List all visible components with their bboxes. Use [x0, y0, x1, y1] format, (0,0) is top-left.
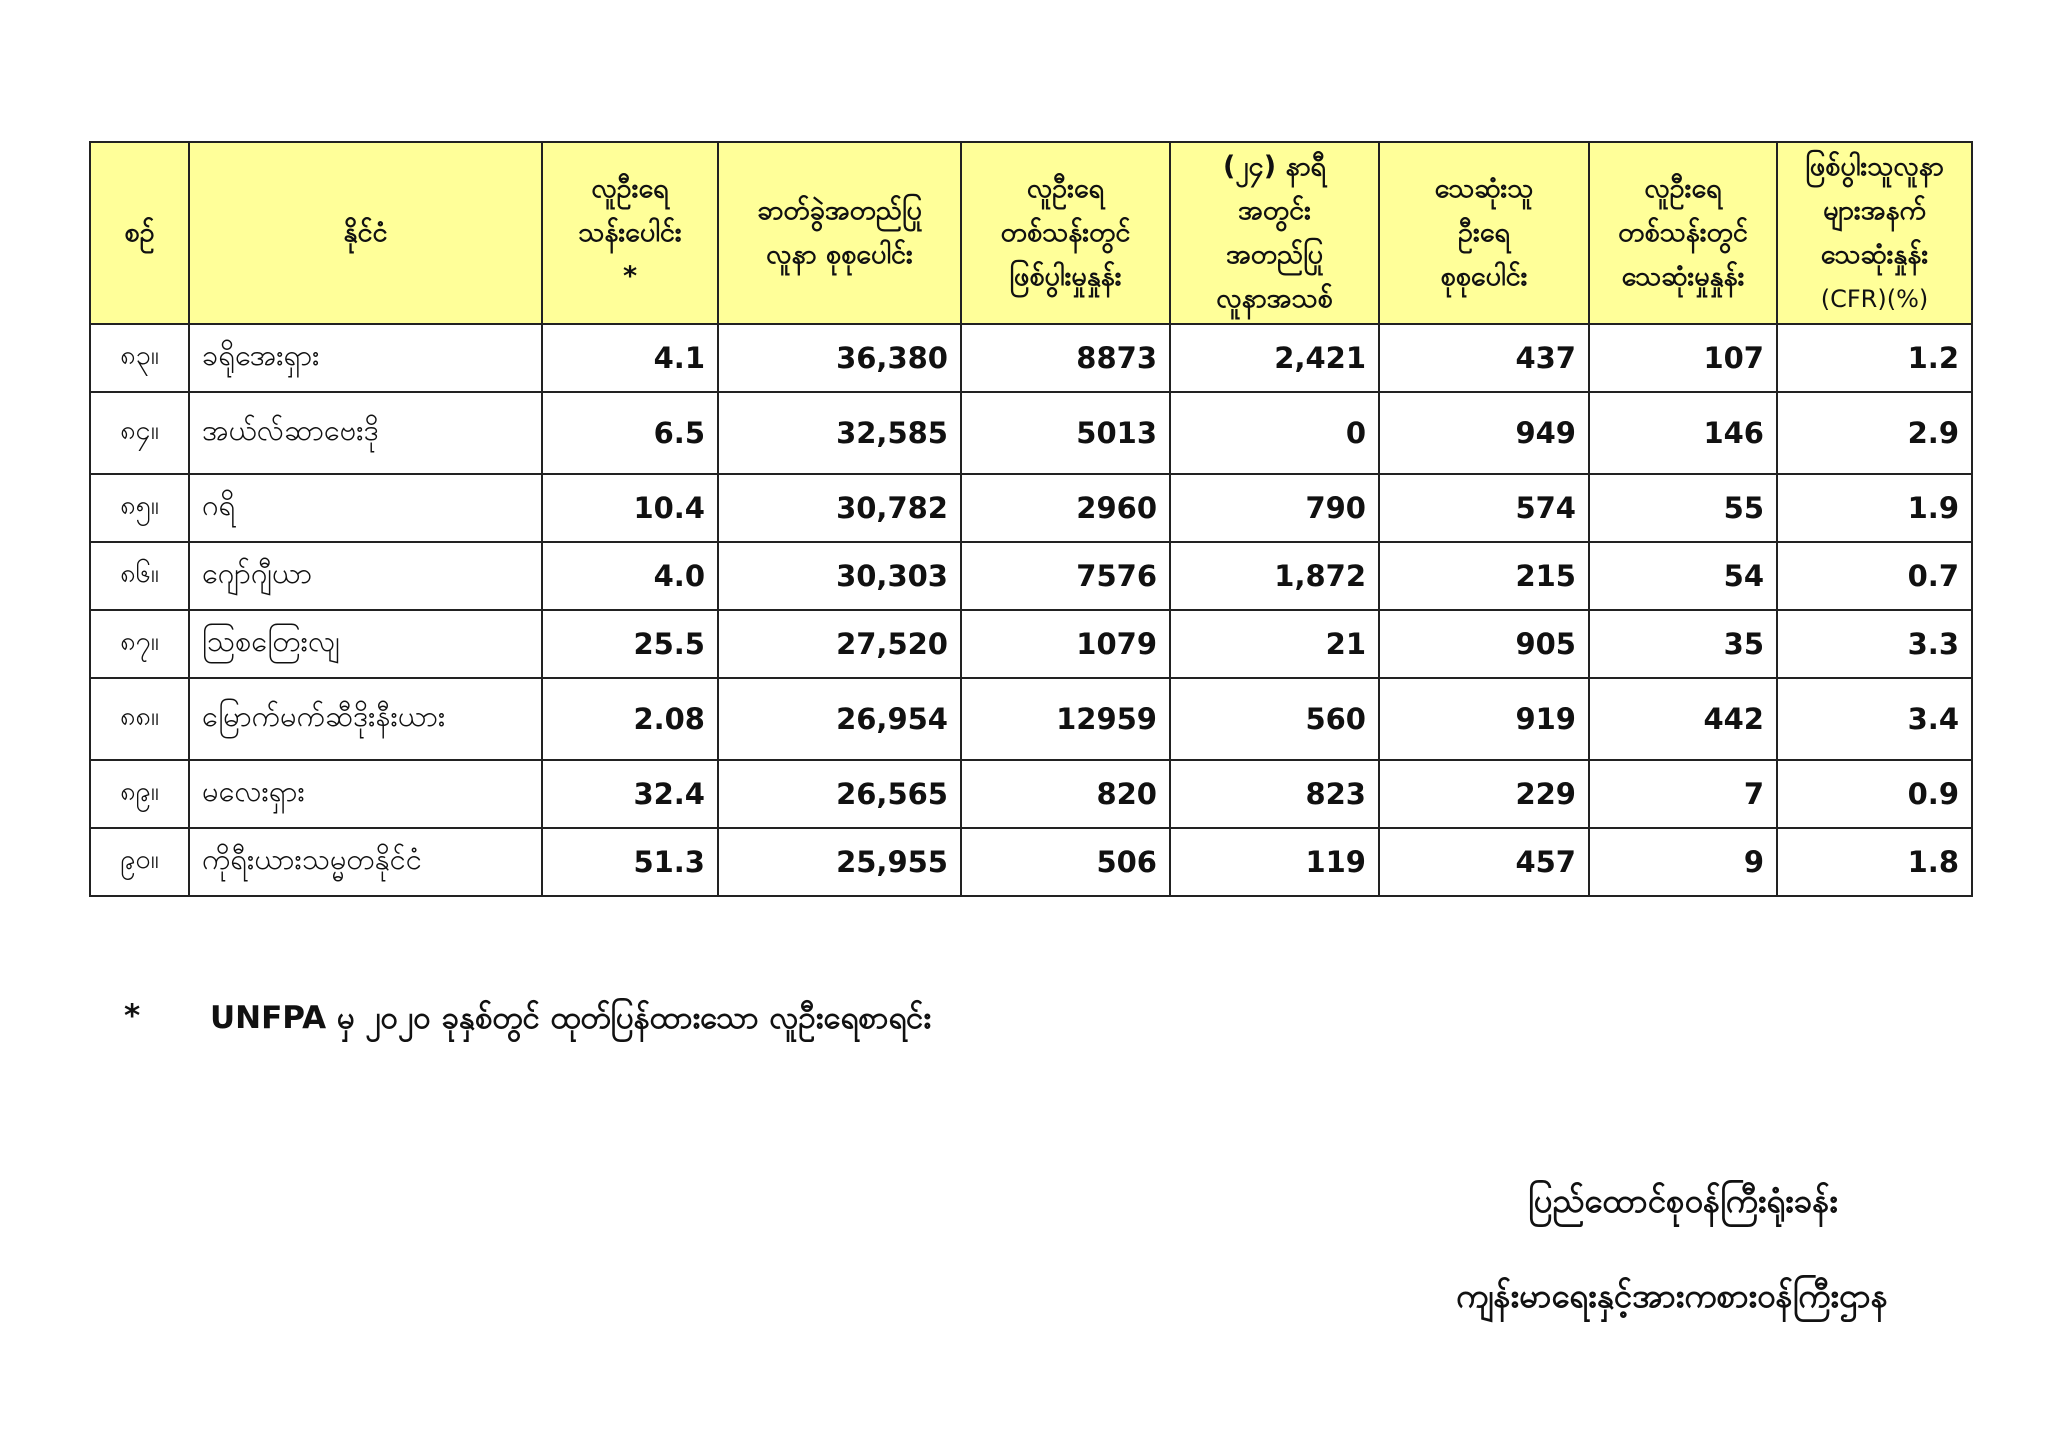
cell-total-cases: 27,520	[718, 610, 961, 678]
covid-country-table	[89, 141, 1973, 897]
table-row	[90, 828, 1972, 896]
cell-sno: ၈၆။	[90, 542, 189, 610]
cell-deaths: 919	[1379, 678, 1589, 760]
cell-country: သြစတြေးလျ	[189, 610, 542, 678]
cell-deaths: 437	[1379, 324, 1589, 392]
table-row	[90, 678, 1972, 760]
cell-new-cases: 560	[1170, 678, 1379, 760]
cell-population: 4.0	[542, 542, 718, 610]
cell-sno: ၉၀။	[90, 828, 189, 896]
cell-deaths: 457	[1379, 828, 1589, 896]
cell-total-cases: 32,585	[718, 392, 961, 474]
cell-total-cases: 30,303	[718, 542, 961, 610]
cell-deaths-per-million: 54	[1589, 542, 1777, 610]
cell-country: ဂျော်ဂျီယာ	[189, 542, 542, 610]
cell-sno: ၈၈။	[90, 678, 189, 760]
cell-cases-per-million: 8873	[961, 324, 1170, 392]
cell-cfr: 1.9	[1777, 474, 1972, 542]
signature-ministry: ကျန်းမာရေးနှင့်အားကစားဝန်ကြီးဌာန	[1456, 1276, 1888, 1315]
cell-new-cases: 119	[1170, 828, 1379, 896]
cell-sno: ၈၇။	[90, 610, 189, 678]
header-deaths: သေဆုံးသူ ဦးရေ စုစုပေါင်း	[1379, 142, 1589, 324]
cell-country: ဂရိ	[189, 474, 542, 542]
cell-population: 32.4	[542, 760, 718, 828]
header-total-cases: ခာတ်ခွဲအတည်ပြု လူနာ စုစုပေါင်း	[718, 142, 961, 324]
cell-new-cases: 823	[1170, 760, 1379, 828]
population-footnote	[124, 998, 931, 1044]
table-row	[90, 760, 1972, 828]
cell-deaths-per-million: 107	[1589, 324, 1777, 392]
cell-new-cases: 2,421	[1170, 324, 1379, 392]
cell-country: မြောက်မက်ဆီဒိုးနီးယား	[189, 678, 542, 760]
cell-population: 6.5	[542, 392, 718, 474]
cell-deaths: 949	[1379, 392, 1589, 474]
cell-cases-per-million: 12959	[961, 678, 1170, 760]
header-new-cases: (၂၄) နာရီ အတွင်း အတည်ပြု လူနာအသစ်	[1170, 142, 1379, 324]
cell-cfr: 3.4	[1777, 678, 1972, 760]
cell-deaths: 574	[1379, 474, 1589, 542]
cell-total-cases: 30,782	[718, 474, 961, 542]
cell-cfr: 2.9	[1777, 392, 1972, 474]
cell-cfr: 1.2	[1777, 324, 1972, 392]
cell-new-cases: 1,872	[1170, 542, 1379, 610]
cell-population: 10.4	[542, 474, 718, 542]
cell-country: ခရိုအေးရှား	[189, 324, 542, 392]
cell-cases-per-million: 5013	[961, 392, 1170, 474]
header-sno: စဉ်	[90, 142, 189, 324]
cell-sno: ၈၃။	[90, 324, 189, 392]
cell-sno: ၈၄။	[90, 392, 189, 474]
cell-total-cases: 26,954	[718, 678, 961, 760]
cell-deaths-per-million: 55	[1589, 474, 1777, 542]
cell-deaths: 905	[1379, 610, 1589, 678]
table-header-row	[90, 142, 1972, 324]
table-row	[90, 610, 1972, 678]
cell-sno: ၈၉။	[90, 760, 189, 828]
cell-new-cases: 790	[1170, 474, 1379, 542]
cell-sno: ၈၅။	[90, 474, 189, 542]
table-row	[90, 474, 1972, 542]
header-cfr: ဖြစ်ပွါးသူလူနာ များအနက် သေဆုံးနှုန်း (CFR)(%)	[1777, 142, 1972, 324]
cell-total-cases: 36,380	[718, 324, 961, 392]
footnote-text: UNFPA မှ ၂၀၂၀ ခုနှစ်တွင် ထုတ်ပြန်ထားသော လူဦးရေစာရင်း	[210, 1000, 932, 1036]
cell-total-cases: 26,565	[718, 760, 961, 828]
header-cases-per-million: လူဦးရေ တစ်သန်းတွင် ဖြစ်ပွါးမှုနှုန်း	[961, 142, 1170, 324]
cell-population: 25.5	[542, 610, 718, 678]
cell-country: ကိုရီးယားသမ္မတနိုင်ငံ	[189, 828, 542, 896]
cell-population: 4.1	[542, 324, 718, 392]
cell-cases-per-million: 7576	[961, 542, 1170, 610]
header-deaths-per-million: လူဦးရေ တစ်သန်းတွင် သေဆုံးမှုနှုန်း	[1589, 142, 1777, 324]
cell-deaths-per-million: 146	[1589, 392, 1777, 474]
table-row	[90, 542, 1972, 610]
cell-cases-per-million: 1079	[961, 610, 1170, 678]
cell-new-cases: 0	[1170, 392, 1379, 474]
cell-cfr: 0.9	[1777, 760, 1972, 828]
cell-deaths: 215	[1379, 542, 1589, 610]
cell-country: မလေးရှား	[189, 760, 542, 828]
table-row	[90, 324, 1972, 392]
cell-population: 2.08	[542, 678, 718, 760]
cell-deaths-per-million: 35	[1589, 610, 1777, 678]
cell-cases-per-million: 506	[961, 828, 1170, 896]
cell-deaths: 229	[1379, 760, 1589, 828]
cell-deaths-per-million: 442	[1589, 678, 1777, 760]
header-country: နိုင်ငံ	[189, 142, 542, 324]
footnote-marker: *	[124, 998, 141, 1034]
cell-cfr: 0.7	[1777, 542, 1972, 610]
cell-cases-per-million: 820	[961, 760, 1170, 828]
cell-cases-per-million: 2960	[961, 474, 1170, 542]
signature-office: ပြည်ထောင်စုဝန်ကြီးရုံးခန်း	[1528, 1181, 1838, 1220]
table-row	[90, 392, 1972, 474]
cell-total-cases: 25,955	[718, 828, 961, 896]
header-population: လူဦးရေ သန်းပေါင်း *	[542, 142, 718, 324]
cell-deaths-per-million: 9	[1589, 828, 1777, 896]
cell-country: အယ်လ်ဆာဗေးဒို	[189, 392, 542, 474]
cell-new-cases: 21	[1170, 610, 1379, 678]
cell-cfr: 3.3	[1777, 610, 1972, 678]
cell-population: 51.3	[542, 828, 718, 896]
cell-cfr: 1.8	[1777, 828, 1972, 896]
cell-deaths-per-million: 7	[1589, 760, 1777, 828]
